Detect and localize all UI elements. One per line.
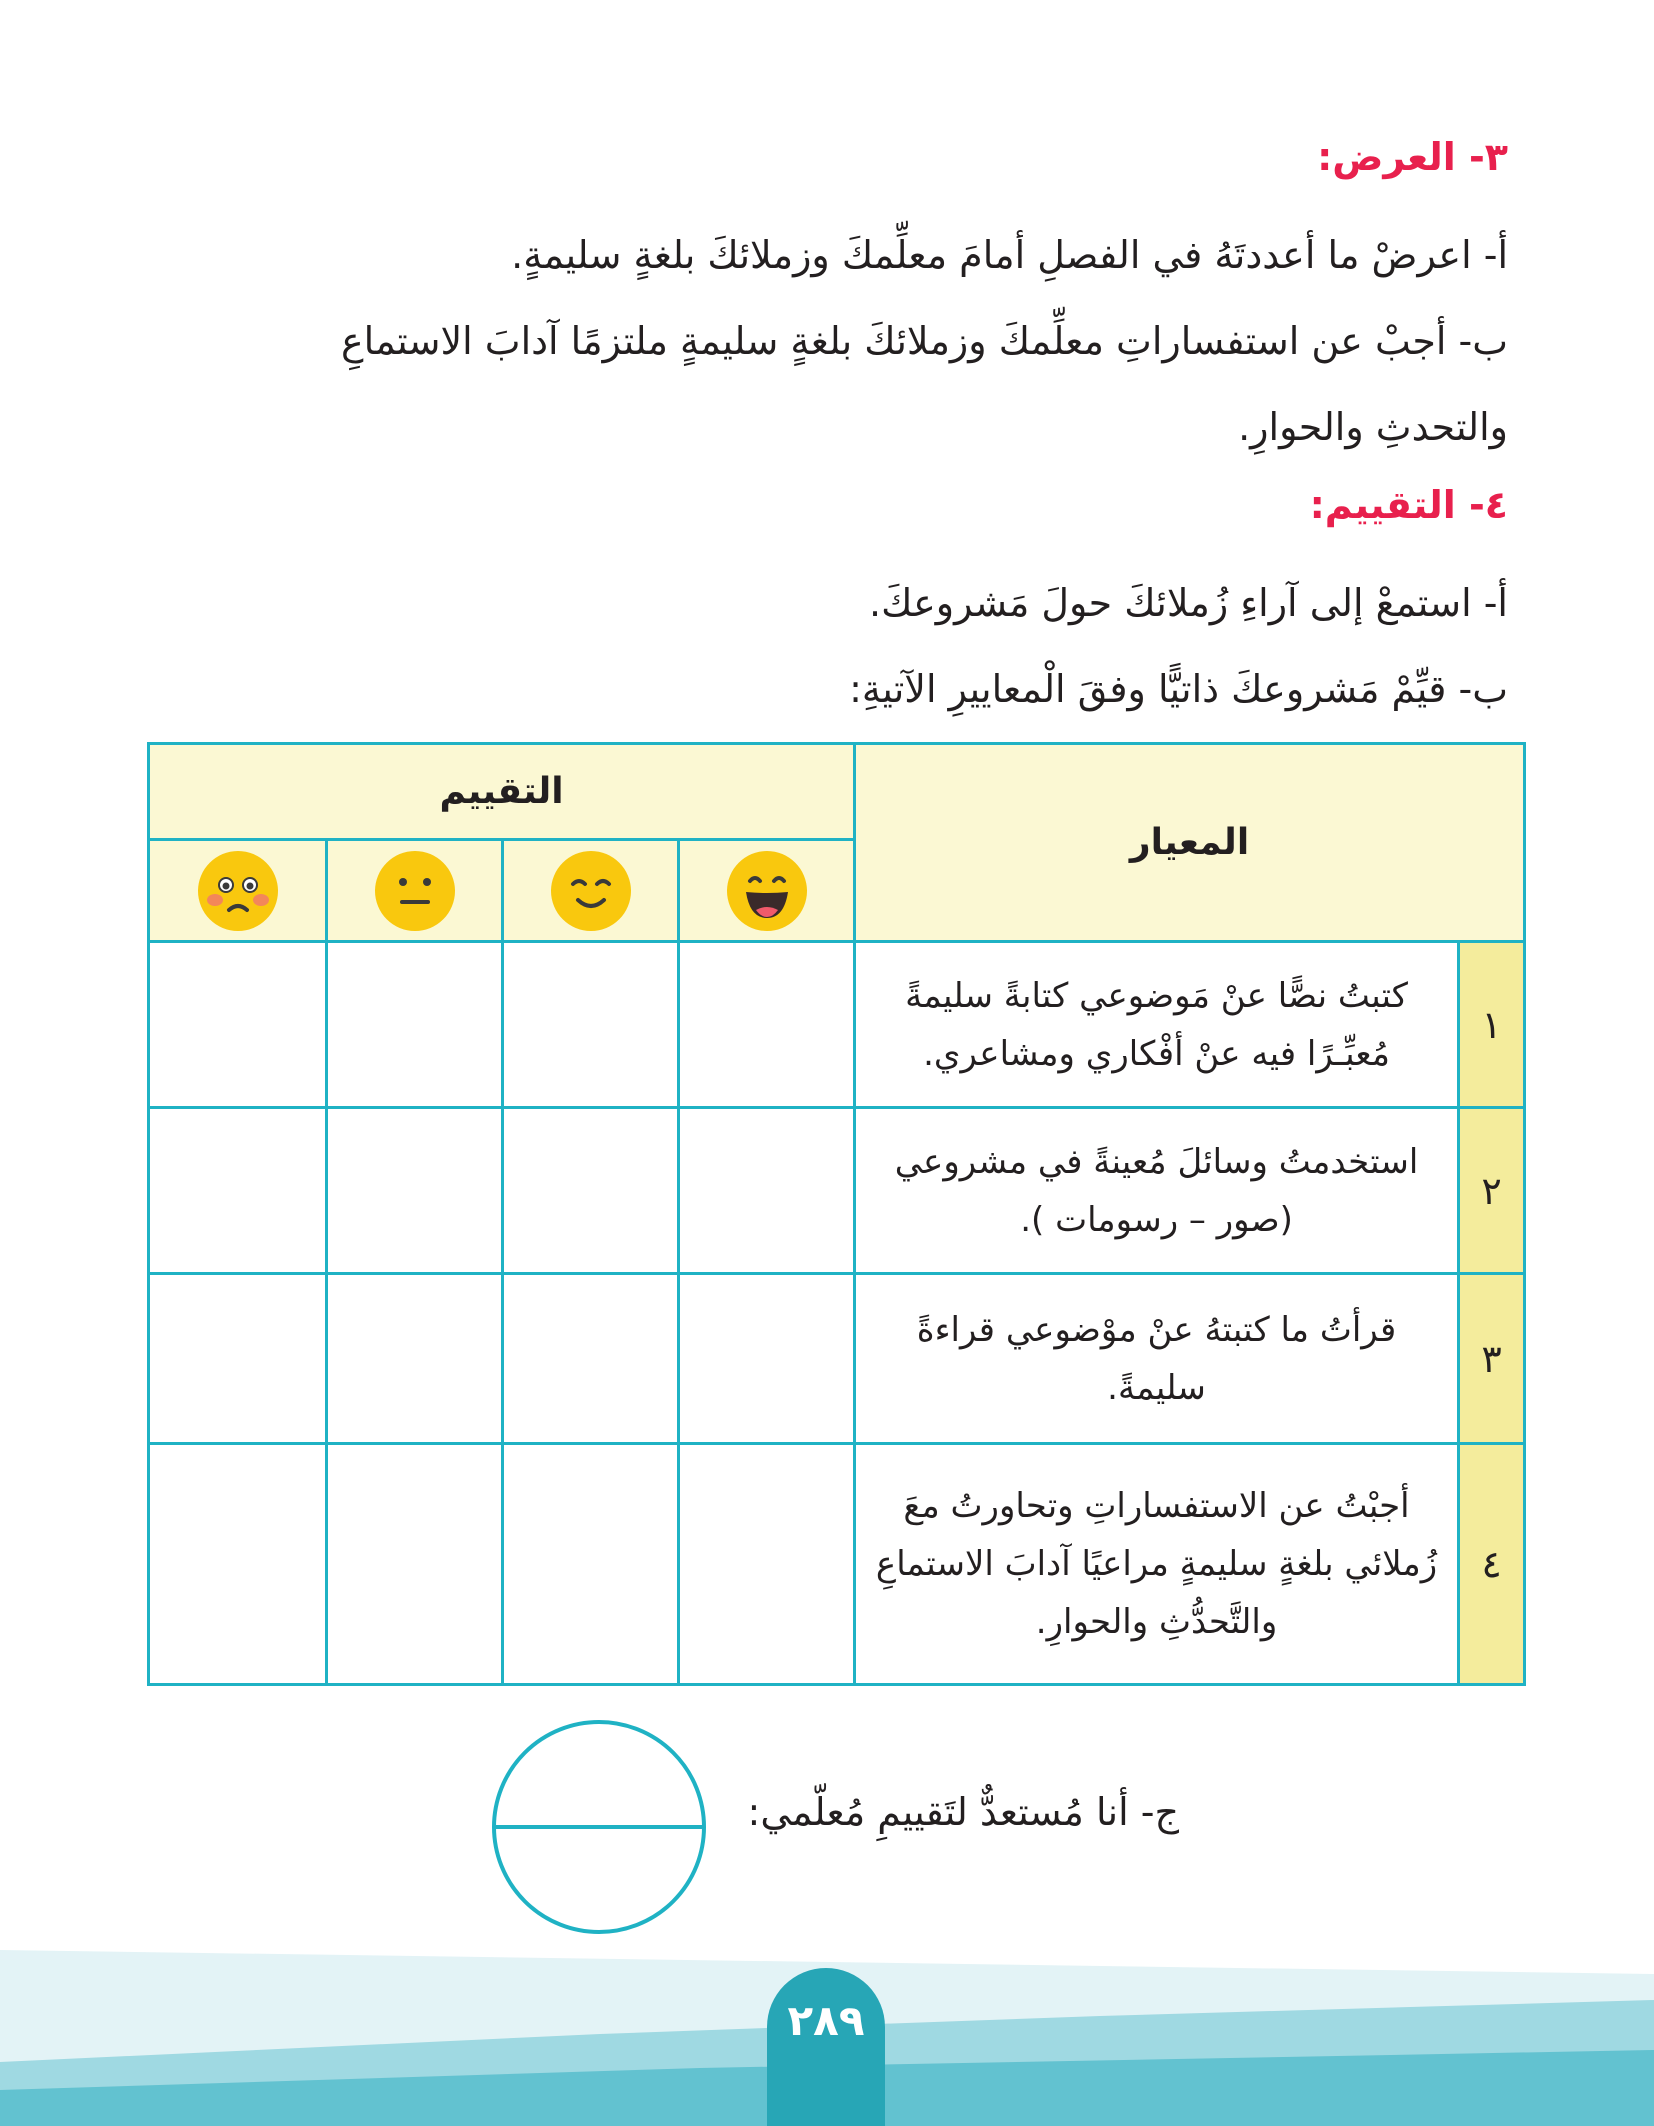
section-4-heading: ٤- التقييم:	[1309, 483, 1508, 527]
rating-column-smiling	[503, 840, 679, 942]
rating-cell[interactable]	[149, 1274, 327, 1444]
rating-column-worried	[149, 840, 327, 942]
rating-cell[interactable]	[327, 1274, 503, 1444]
teacher-assessment-label: ج- أنا مُستعدٌّ لتَقييمِ مُعلّمي:	[747, 1790, 1179, 1834]
rating-cell[interactable]	[327, 1444, 503, 1685]
rating-cell[interactable]	[679, 942, 855, 1108]
criterion-text: كتبتُ نصًّا عنْ مَوضوعي كتابةً سليمةً مُعبِّـرًا فيه عنْ أفْكاري ومشاعري.	[855, 942, 1459, 1108]
page-number: ٢٨٩	[787, 1996, 865, 2045]
table-row	[149, 1444, 1525, 1685]
section-4-item-a: أ- استمعْ إلى آراءِ زُملائكَ حولَ مَشروعكَ.	[868, 581, 1508, 625]
criterion-header: المعيار	[855, 744, 1525, 942]
section-3-item-b: ب- أجبْ عن استفساراتِ معلِّمكَ وزملائكَ بلغةٍ سليمةٍ ملتزمًا آدابَ الاستماعِ والتحدثِ والحوارِ.	[340, 319, 1508, 449]
criterion-text: أجبْتُ عن الاستفساراتِ وتحاورتُ معَ زُملائي بلغةٍ سليمةٍ مراعيًا آدابَ الاستماعِ والتَّحدُّثِ والحوارِ.	[855, 1444, 1459, 1685]
rating-cell[interactable]	[503, 1108, 679, 1274]
rating-cell[interactable]	[503, 1274, 679, 1444]
rating-cell[interactable]	[679, 1108, 855, 1274]
rating-cell[interactable]	[327, 942, 503, 1108]
table-row	[149, 1108, 1525, 1274]
rating-header: التقييم	[149, 744, 855, 840]
criterion-text: استخدمتُ وسائلَ مُعينةً في مشروعي (صور – رسومات ).	[855, 1108, 1459, 1274]
section-4-item-b: ب- قيِّمْ مَشروعكَ ذاتيًّا وفقَ الْمعاييرِ الآتيةِ:	[849, 667, 1508, 711]
worried-face-icon	[197, 850, 279, 932]
row-number: ٤	[1459, 1444, 1525, 1685]
rating-cell[interactable]	[149, 1444, 327, 1685]
neutral-face-icon	[374, 850, 456, 932]
laughing-face-icon	[726, 850, 808, 932]
self-assessment-table	[147, 742, 1526, 1686]
rating-cell[interactable]	[149, 1108, 327, 1274]
rating-cell[interactable]	[679, 1444, 855, 1685]
row-number: ٣	[1459, 1274, 1525, 1444]
section-3-heading: ٣- العرض:	[1317, 135, 1508, 179]
section-3-item-a: أ- اعرضْ ما أعددتَهُ في الفصلِ أمامَ معلِّمكَ وزملائكَ بلغةٍ سليمةٍ.	[511, 233, 1508, 277]
rating-cell[interactable]	[503, 942, 679, 1108]
row-number: ٢	[1459, 1108, 1525, 1274]
rating-column-neutral	[327, 840, 503, 942]
criterion-text: قرأتُ ما كتبتهُ عنْ موْضوعي قراءةً سليمةً.	[855, 1274, 1459, 1444]
row-number: ١	[1459, 942, 1525, 1108]
rating-cell[interactable]	[149, 942, 327, 1108]
rating-column-laughing	[679, 840, 855, 942]
table-row	[149, 1274, 1525, 1444]
rating-cell[interactable]	[679, 1274, 855, 1444]
smiling-face-icon	[550, 850, 632, 932]
rating-cell[interactable]	[327, 1108, 503, 1274]
page-number-tab	[767, 1968, 885, 2126]
teacher-assessment-circle[interactable]	[490, 1718, 708, 1936]
rating-cell[interactable]	[503, 1444, 679, 1685]
table-row	[149, 942, 1525, 1108]
